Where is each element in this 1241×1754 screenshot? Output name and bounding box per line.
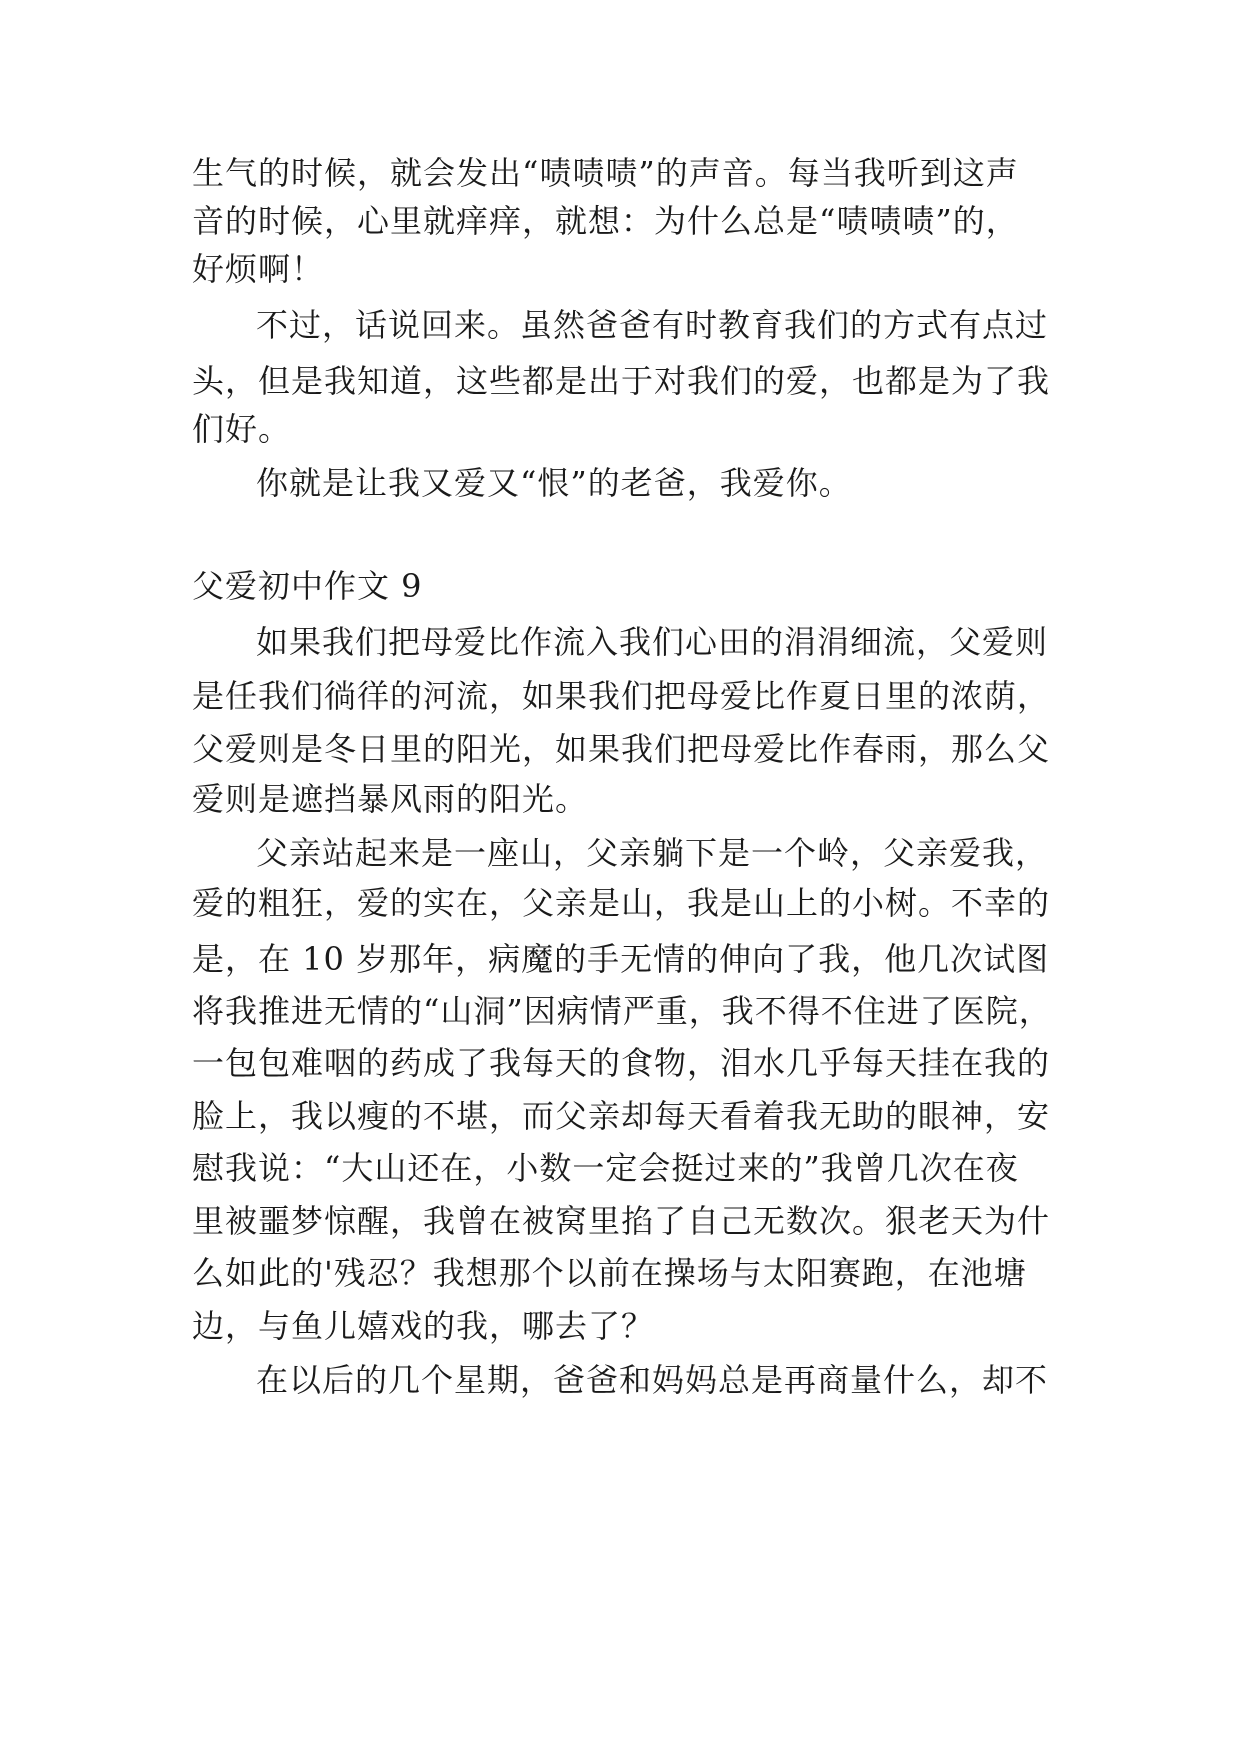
text-line: 爱的粗狂，爱的实在，父亲是山，我是山上的小树。不幸的 [192,884,1051,922]
text-line: 父爱则是冬日里的阳光，如果我们把母爱比作春雨，那么父 [192,730,1051,768]
text-line: 将我推进无情的“山洞”因病情严重，我不得不住进了医院， [192,992,1052,1030]
text-line: 里被噩梦惊醒，我曾在被窝里掐了自己无数次。狠老天为什 [192,1202,1051,1240]
text-line: 脸上，我以瘦的不堪，而父亲却每天看着我无助的眼神，安 [192,1097,1051,1135]
paragraph-start-line: 在以后的几个星期，爸爸和妈妈总是再商量什么，却不 [256,1361,1049,1399]
text-line: 慰我说：“大山还在，小数一定会挺过来的”我曾几次在夜 [192,1149,1019,1187]
paragraph-start-line: 不过，话说回来。虽然爸爸有时教育我们的方式有点过 [256,306,1049,344]
paragraph-start-line: 你就是让我又爱又“恨”的老爸，我爱你。 [256,464,852,502]
text-line: 是，在 10 岁那年，病魔的手无情的伸向了我，他几次试图 [192,940,1050,978]
paragraph-start-line: 父亲站起来是一座山，父亲躺下是一个岭，父亲爱我， [256,834,1049,872]
text-line: 好烦啊！ [192,250,325,288]
text-line: 爱则是遮挡暴风雨的阳光。 [192,780,589,818]
text-line: 么如此的'残忍？我想那个以前在操场与太阳赛跑，在池塘 [192,1254,1027,1292]
text-line: 生气的时候，就会发出“啧啧啧”的声音。每当我听到这声 [192,154,1019,192]
text-line: 们好。 [192,410,292,448]
text-line: 音的时候，心里就痒痒，就想：为什么总是“啧啧啧”的， [192,202,1019,240]
paragraph-start-line: 如果我们把母爱比作流入我们心田的涓涓细流，父爱则 [256,623,1049,661]
section-heading: 父爱初中作文 9 [192,567,423,605]
text-line: 边，与鱼儿嬉戏的我，哪去了？ [192,1307,655,1345]
text-line: 头，但是我知道，这些都是出于对我们的爱，也都是为了我 [192,362,1051,400]
text-line: 是任我们徜徉的河流，如果我们把母爱比作夏日里的浓荫， [192,677,1051,715]
text-line: 一包包难咽的药成了我每天的食物，泪水几乎每天挂在我的 [192,1044,1051,1082]
